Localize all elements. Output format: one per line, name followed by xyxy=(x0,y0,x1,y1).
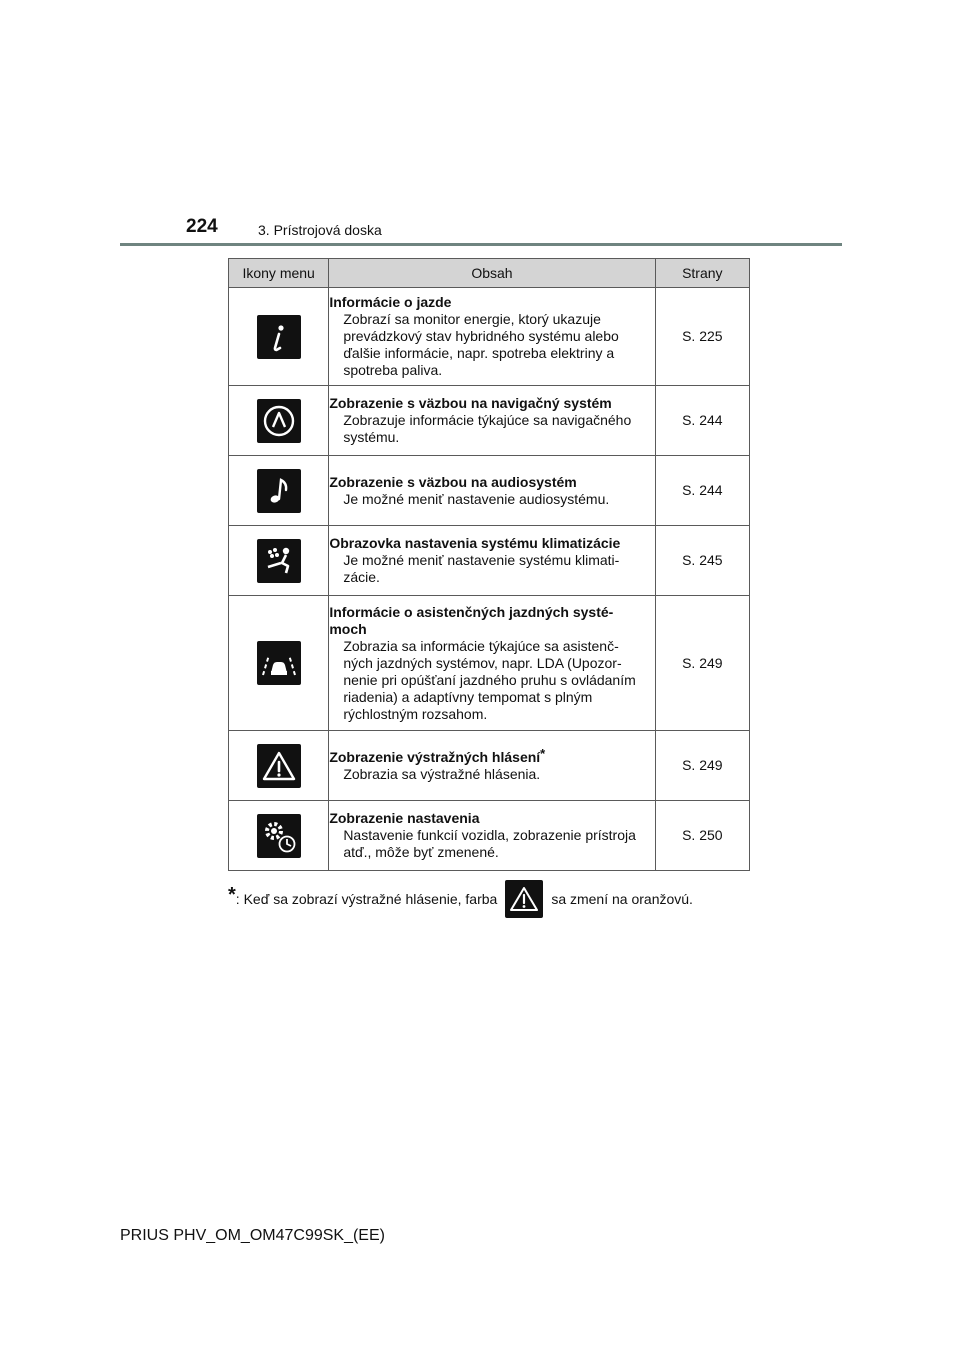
icon-cell xyxy=(229,456,329,526)
row-description: Je možné meniť nastavenie systému klimati- zácie. xyxy=(343,552,620,585)
page-number: 224 xyxy=(186,216,218,237)
content-cell xyxy=(329,456,655,526)
warning-icon xyxy=(257,744,301,788)
music-note-icon xyxy=(257,469,301,513)
row-title-text: Zobrazenie výstražných hlásení xyxy=(329,748,541,765)
table-row xyxy=(229,731,750,801)
content-cell xyxy=(329,288,655,386)
page-ref: S. 225 xyxy=(655,288,749,386)
driving-assist-icon xyxy=(257,641,301,685)
warning-icon xyxy=(505,880,543,918)
content-cell xyxy=(329,731,655,801)
icon-cell xyxy=(229,801,329,871)
footnote xyxy=(228,880,693,918)
footnote-text-before: : Keď sa zobrazí výstražné hlásenie, farba xyxy=(235,891,498,907)
table-row xyxy=(229,456,750,526)
row-description: Zobrazia sa výstražné hlásenia. xyxy=(343,765,541,782)
climate-control-icon xyxy=(257,539,301,583)
icon-cell xyxy=(229,386,329,456)
table-row xyxy=(229,526,750,596)
settings-gear-icon xyxy=(257,814,301,858)
row-description: Je možné meniť nastavenie audiosystému. xyxy=(343,490,610,507)
table-row xyxy=(229,801,750,871)
icon-cell xyxy=(229,731,329,801)
header-icons: Ikony menu xyxy=(229,259,329,288)
page-ref: S. 244 xyxy=(655,386,749,456)
row-title: Zobrazenie nastavenia xyxy=(329,810,480,826)
row-description: Zobrazia sa informácie týkajúce sa asistenč- ných jazdných systémov, napr. LDA (Upozor- nenie pri opúšťaní jazdného pruhu s ovládaním riadenia) a adaptívny tempomat s plným rýchlostným rozsahom. xyxy=(343,637,636,722)
content-cell xyxy=(329,801,655,871)
content-cell xyxy=(329,386,655,456)
table-row xyxy=(229,386,750,456)
footnote-text-after: sa zmení na oranžovú. xyxy=(551,891,693,907)
menu-icons-table xyxy=(228,258,750,871)
icon-cell xyxy=(229,596,329,731)
footer-document-code: PRIUS PHV_OM_OM47C99SK_(EE) xyxy=(120,1227,385,1244)
row-title: Informácie o jazde xyxy=(329,294,452,310)
table-row xyxy=(229,596,750,731)
table-row xyxy=(229,288,750,386)
page-ref: S. 244 xyxy=(655,456,749,526)
page-ref: S. 249 xyxy=(655,596,749,731)
row-title: Zobrazenie s väzbou na navigačný systém xyxy=(329,395,612,411)
row-description: Nastavenie funkcií vozidla, zobrazenie prístroja atď., môže byť zmenené. xyxy=(343,827,636,860)
content-cell xyxy=(329,526,655,596)
header-rule xyxy=(120,243,842,246)
page-ref: S. 249 xyxy=(655,731,749,801)
content-cell xyxy=(329,596,655,731)
header-pages: Strany xyxy=(655,259,749,288)
row-title xyxy=(329,745,648,766)
navigation-icon xyxy=(257,399,301,443)
header-content: Obsah xyxy=(329,259,655,288)
info-icon xyxy=(257,315,301,359)
row-title: Obrazovka nastavenia systému klimatizácie xyxy=(329,535,621,551)
page-ref: S. 245 xyxy=(655,526,749,596)
icon-cell xyxy=(229,526,329,596)
table-header-row xyxy=(229,259,750,288)
icon-cell xyxy=(229,288,329,386)
row-description: Zobrazuje informácie týkajúce sa navigačného systému. xyxy=(343,412,632,445)
row-title: Zobrazenie s väzbou na audiosystém xyxy=(329,473,577,490)
row-description: Zobrazí sa monitor energie, ktorý ukazuje prevádzkový stav hybridného systému alebo ďalšie informácie, napr. spotreba elektriny a spotreba paliva. xyxy=(343,311,619,378)
page-ref: S. 250 xyxy=(655,801,749,871)
row-title: Informácie o asistenčných jazdných systé- moch xyxy=(329,603,614,637)
chapter-title: 3. Prístrojová doska xyxy=(258,222,382,238)
footnote-star: * xyxy=(228,884,236,906)
footnote-mark: * xyxy=(540,745,546,761)
